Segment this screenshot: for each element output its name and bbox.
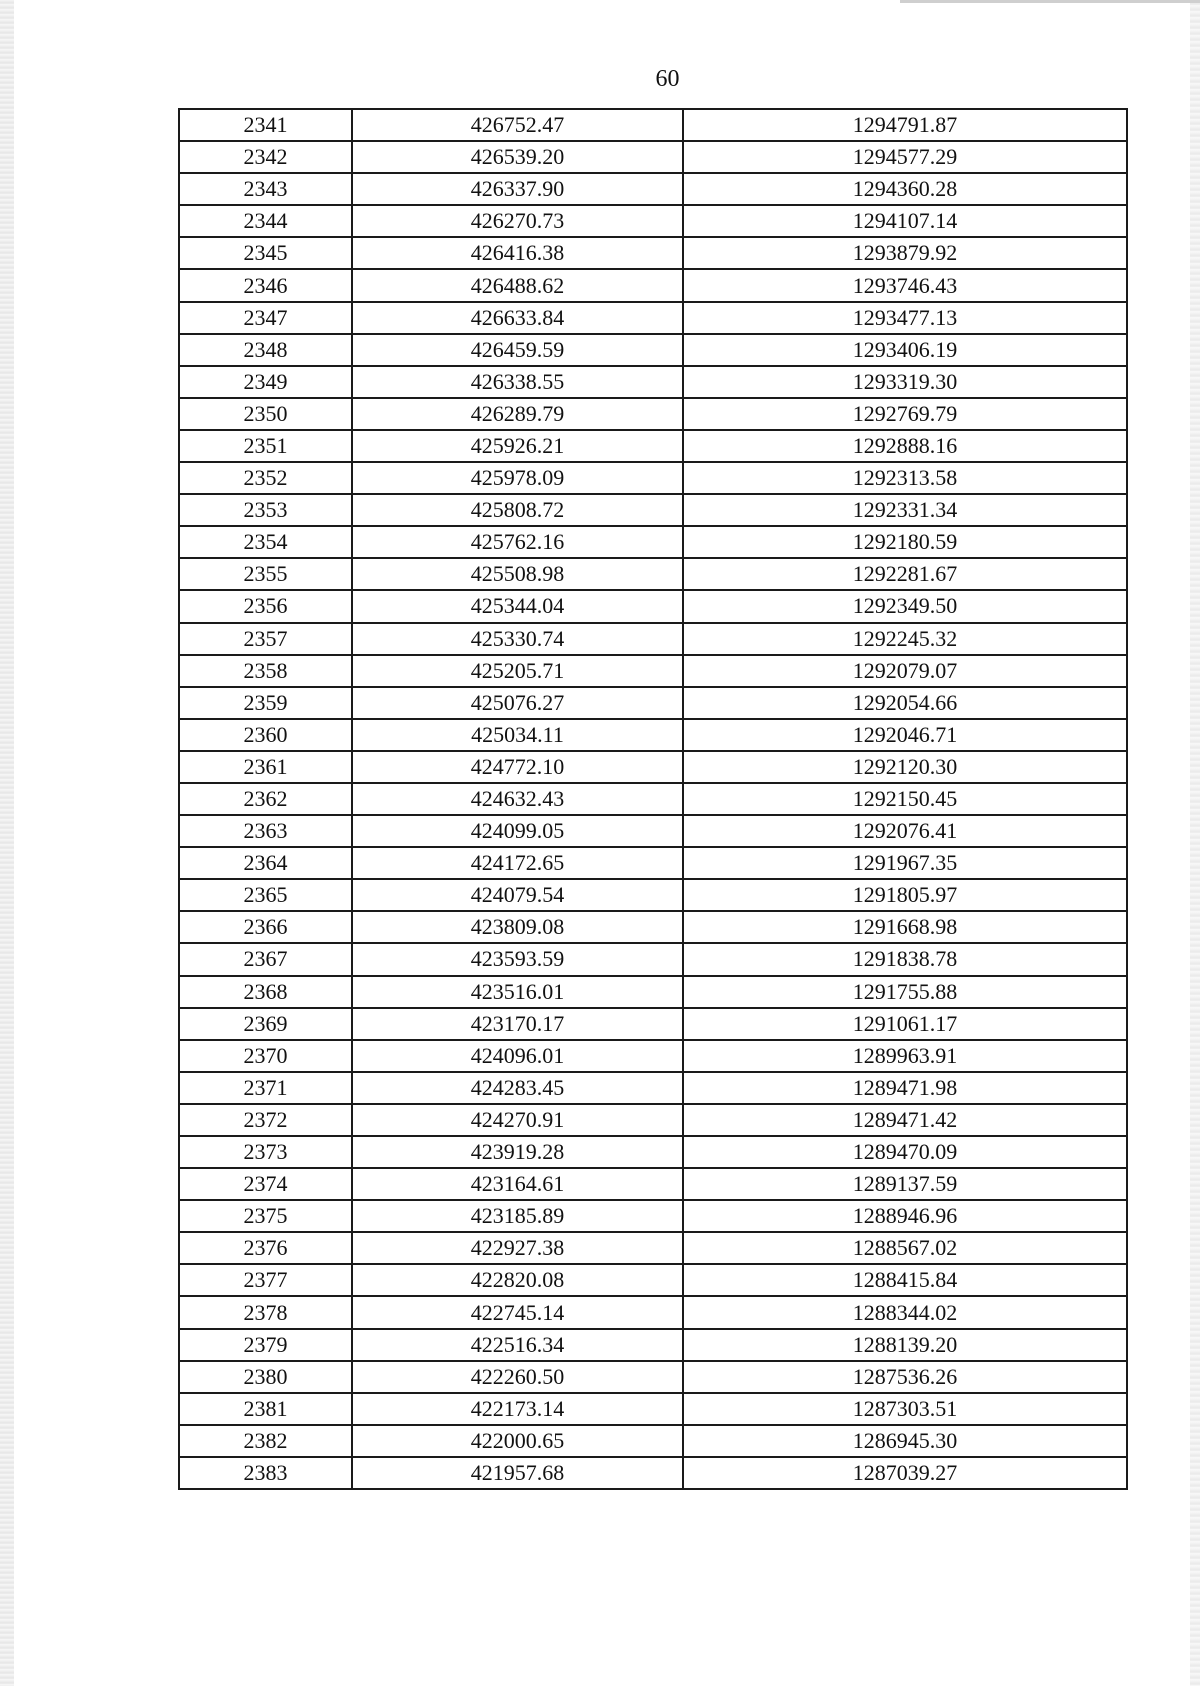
y-coordinate-cell: 1288415.84 [683,1264,1127,1296]
table-row [179,205,1127,237]
x-coordinate-cell: 423919.28 [352,1136,683,1168]
point-number-cell: 2352 [179,462,352,494]
x-coordinate-cell: 425978.09 [352,462,683,494]
scan-edge-top [900,0,1200,3]
y-coordinate-cell: 1292046.71 [683,719,1127,751]
x-coordinate-cell: 424632.43 [352,783,683,815]
table-row [179,879,1127,911]
table-row [179,237,1127,269]
point-number-cell: 2354 [179,526,352,558]
point-number-cell: 2373 [179,1136,352,1168]
y-coordinate-cell: 1294577.29 [683,141,1127,173]
x-coordinate-cell: 426459.59 [352,334,683,366]
table-row [179,1425,1127,1457]
x-coordinate-cell: 424079.54 [352,879,683,911]
x-coordinate-cell: 422820.08 [352,1264,683,1296]
y-coordinate-cell: 1293746.43 [683,269,1127,301]
table-row [179,815,1127,847]
y-coordinate-cell: 1291061.17 [683,1008,1127,1040]
table-row [179,751,1127,783]
point-number-cell: 2355 [179,558,352,590]
y-coordinate-cell: 1292120.30 [683,751,1127,783]
x-coordinate-cell: 422260.50 [352,1361,683,1393]
point-number-cell: 2365 [179,879,352,911]
x-coordinate-cell: 423809.08 [352,911,683,943]
table-row [179,558,1127,590]
y-coordinate-cell: 1294107.14 [683,205,1127,237]
point-number-cell: 2344 [179,205,352,237]
x-coordinate-cell: 423516.01 [352,976,683,1008]
x-coordinate-cell: 422516.34 [352,1329,683,1361]
coordinate-table [178,108,1128,1490]
table-row [179,1329,1127,1361]
y-coordinate-cell: 1289471.42 [683,1104,1127,1136]
y-coordinate-cell: 1288344.02 [683,1296,1127,1328]
table-row [179,911,1127,943]
table-row [179,1168,1127,1200]
table-row [179,1136,1127,1168]
point-number-cell: 2341 [179,109,352,141]
point-number-cell: 2345 [179,237,352,269]
y-coordinate-cell: 1291967.35 [683,847,1127,879]
y-coordinate-cell: 1294360.28 [683,173,1127,205]
x-coordinate-cell: 426488.62 [352,269,683,301]
y-coordinate-cell: 1294791.87 [683,109,1127,141]
table-row [179,1393,1127,1425]
table-row [179,847,1127,879]
point-number-cell: 2374 [179,1168,352,1200]
y-coordinate-cell: 1293477.13 [683,302,1127,334]
point-number-cell: 2380 [179,1361,352,1393]
x-coordinate-cell: 425205.71 [352,655,683,687]
x-coordinate-cell: 422000.65 [352,1425,683,1457]
x-coordinate-cell: 425076.27 [352,687,683,719]
y-coordinate-cell: 1291755.88 [683,976,1127,1008]
point-number-cell: 2366 [179,911,352,943]
table-row [179,430,1127,462]
table-row [179,398,1127,430]
x-coordinate-cell: 423185.89 [352,1200,683,1232]
point-number-cell: 2367 [179,943,352,975]
x-coordinate-cell: 426539.20 [352,141,683,173]
point-number-cell: 2356 [179,590,352,622]
table-row [179,1361,1127,1393]
point-number-cell: 2353 [179,494,352,526]
coordinate-table-body [179,109,1127,1489]
y-coordinate-cell: 1292150.45 [683,783,1127,815]
y-coordinate-cell: 1289470.09 [683,1136,1127,1168]
y-coordinate-cell: 1292349.50 [683,590,1127,622]
point-number-cell: 2383 [179,1457,352,1489]
point-number-cell: 2347 [179,302,352,334]
point-number-cell: 2375 [179,1200,352,1232]
point-number-cell: 2357 [179,623,352,655]
y-coordinate-cell: 1293406.19 [683,334,1127,366]
scan-edge-left [0,0,14,1686]
y-coordinate-cell: 1291805.97 [683,879,1127,911]
table-row [179,141,1127,173]
table-row [179,1104,1127,1136]
y-coordinate-cell: 1291838.78 [683,943,1127,975]
table-row [179,334,1127,366]
x-coordinate-cell: 426338.55 [352,366,683,398]
table-row [179,719,1127,751]
x-coordinate-cell: 425330.74 [352,623,683,655]
x-coordinate-cell: 424772.10 [352,751,683,783]
y-coordinate-cell: 1293319.30 [683,366,1127,398]
y-coordinate-cell: 1289471.98 [683,1072,1127,1104]
point-number-cell: 2377 [179,1264,352,1296]
y-coordinate-cell: 1292245.32 [683,623,1127,655]
y-coordinate-cell: 1292180.59 [683,526,1127,558]
x-coordinate-cell: 424283.45 [352,1072,683,1104]
y-coordinate-cell: 1292054.66 [683,687,1127,719]
point-number-cell: 2342 [179,141,352,173]
x-coordinate-cell: 424172.65 [352,847,683,879]
point-number-cell: 2362 [179,783,352,815]
y-coordinate-cell: 1292076.41 [683,815,1127,847]
x-coordinate-cell: 422173.14 [352,1393,683,1425]
x-coordinate-cell: 424099.05 [352,815,683,847]
table-row [179,302,1127,334]
table-row [179,590,1127,622]
y-coordinate-cell: 1287039.27 [683,1457,1127,1489]
point-number-cell: 2360 [179,719,352,751]
x-coordinate-cell: 425808.72 [352,494,683,526]
y-coordinate-cell: 1291668.98 [683,911,1127,943]
table-row [179,1457,1127,1489]
point-number-cell: 2382 [179,1425,352,1457]
table-row [179,366,1127,398]
point-number-cell: 2372 [179,1104,352,1136]
x-coordinate-cell: 426337.90 [352,173,683,205]
x-coordinate-cell: 423170.17 [352,1008,683,1040]
point-number-cell: 2343 [179,173,352,205]
y-coordinate-cell: 1293879.92 [683,237,1127,269]
table-row [179,783,1127,815]
x-coordinate-cell: 425926.21 [352,430,683,462]
y-coordinate-cell: 1288946.96 [683,1200,1127,1232]
y-coordinate-cell: 1288139.20 [683,1329,1127,1361]
table-row [179,687,1127,719]
x-coordinate-cell: 425034.11 [352,719,683,751]
y-coordinate-cell: 1289963.91 [683,1040,1127,1072]
x-coordinate-cell: 425508.98 [352,558,683,590]
y-coordinate-cell: 1288567.02 [683,1232,1127,1264]
point-number-cell: 2361 [179,751,352,783]
scan-edge-right [1190,0,1200,1686]
x-coordinate-cell: 421957.68 [352,1457,683,1489]
y-coordinate-cell: 1287536.26 [683,1361,1127,1393]
point-number-cell: 2351 [179,430,352,462]
point-number-cell: 2349 [179,366,352,398]
table-row [179,655,1127,687]
x-coordinate-cell: 425344.04 [352,590,683,622]
x-coordinate-cell: 423164.61 [352,1168,683,1200]
table-row [179,976,1127,1008]
table-row [179,1232,1127,1264]
table-row [179,1008,1127,1040]
point-number-cell: 2358 [179,655,352,687]
y-coordinate-cell: 1286945.30 [683,1425,1127,1457]
x-coordinate-cell: 422745.14 [352,1296,683,1328]
x-coordinate-cell: 423593.59 [352,943,683,975]
point-number-cell: 2348 [179,334,352,366]
table-row [179,109,1127,141]
table-row [179,526,1127,558]
table-row [179,494,1127,526]
y-coordinate-cell: 1289137.59 [683,1168,1127,1200]
point-number-cell: 2379 [179,1329,352,1361]
x-coordinate-cell: 426633.84 [352,302,683,334]
point-number-cell: 2370 [179,1040,352,1072]
x-coordinate-cell: 426289.79 [352,398,683,430]
point-number-cell: 2378 [179,1296,352,1328]
y-coordinate-cell: 1292281.67 [683,558,1127,590]
point-number-cell: 2363 [179,815,352,847]
y-coordinate-cell: 1292331.34 [683,494,1127,526]
point-number-cell: 2359 [179,687,352,719]
table-row [179,943,1127,975]
y-coordinate-cell: 1287303.51 [683,1393,1127,1425]
y-coordinate-cell: 1292888.16 [683,430,1127,462]
x-coordinate-cell: 422927.38 [352,1232,683,1264]
point-number-cell: 2368 [179,976,352,1008]
point-number-cell: 2371 [179,1072,352,1104]
table-row [179,462,1127,494]
point-number-cell: 2376 [179,1232,352,1264]
point-number-cell: 2346 [179,269,352,301]
table-row [179,623,1127,655]
y-coordinate-cell: 1292079.07 [683,655,1127,687]
y-coordinate-cell: 1292313.58 [683,462,1127,494]
x-coordinate-cell: 425762.16 [352,526,683,558]
table-row [179,1296,1127,1328]
x-coordinate-cell: 426270.73 [352,205,683,237]
table-row [179,1200,1127,1232]
x-coordinate-cell: 426752.47 [352,109,683,141]
x-coordinate-cell: 424096.01 [352,1040,683,1072]
x-coordinate-cell: 424270.91 [352,1104,683,1136]
page-number: 60 [655,66,680,92]
x-coordinate-cell: 426416.38 [352,237,683,269]
table-row [179,269,1127,301]
table-row [179,1040,1127,1072]
point-number-cell: 2364 [179,847,352,879]
point-number-cell: 2350 [179,398,352,430]
table-row [179,1072,1127,1104]
table-row [179,1264,1127,1296]
point-number-cell: 2381 [179,1393,352,1425]
table-row [179,173,1127,205]
point-number-cell: 2369 [179,1008,352,1040]
y-coordinate-cell: 1292769.79 [683,398,1127,430]
